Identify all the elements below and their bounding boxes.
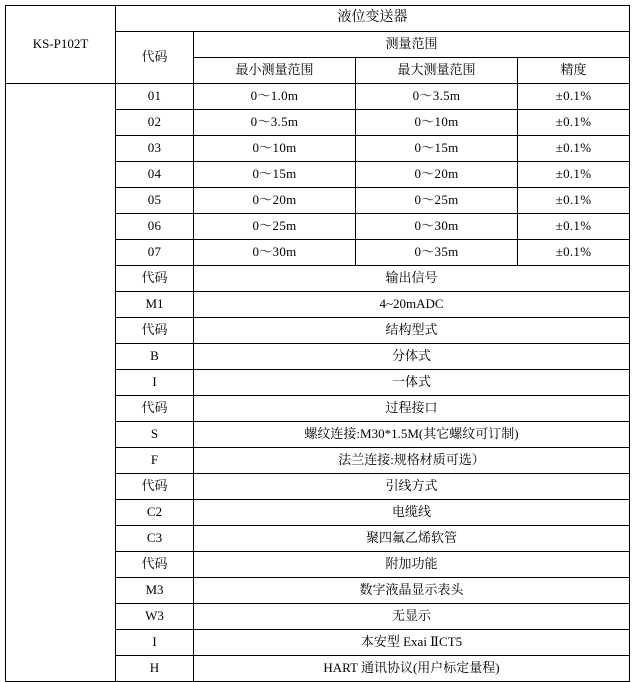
range-code: 02 [116,110,194,136]
option-value: 一体式 [194,370,630,396]
option-code: H [116,656,194,682]
range-code: 07 [116,240,194,266]
option-value: 引线方式 [194,474,630,500]
header-code: 代码 [116,32,194,84]
header-accuracy: 精度 [518,58,630,84]
option-code: 代码 [116,474,194,500]
range-min: 0～25m [194,214,356,240]
model-code-cell: KS-P102T [6,6,116,84]
range-accuracy: ±0.1% [518,240,630,266]
option-code: B [116,344,194,370]
option-value: 输出信号 [194,266,630,292]
range-min: 0～1.0m [194,84,356,110]
option-value: 电缆线 [194,500,630,526]
left-blank-cell [6,84,116,682]
option-value: HART 通讯协议(用户标定量程) [194,656,630,682]
option-value: 本安型 Exai ⅡCT5 [194,630,630,656]
option-value: 结构型式 [194,318,630,344]
range-max: 0～15m [356,136,518,162]
option-code: 代码 [116,552,194,578]
range-min: 0～15m [194,162,356,188]
option-code: W3 [116,604,194,630]
option-code: M3 [116,578,194,604]
document-title: 液位变送器 [116,6,630,32]
range-max: 0～35m [356,240,518,266]
range-code: 06 [116,214,194,240]
range-accuracy: ±0.1% [518,162,630,188]
range-accuracy: ±0.1% [518,84,630,110]
range-max: 0～25m [356,188,518,214]
range-accuracy: ±0.1% [518,214,630,240]
option-value: 数字液晶显示表头 [194,578,630,604]
range-accuracy: ±0.1% [518,188,630,214]
option-code: 代码 [116,266,194,292]
range-code: 05 [116,188,194,214]
option-code: 代码 [116,396,194,422]
option-code: I [116,370,194,396]
option-value: 4~20mADC [194,292,630,318]
option-value: 附加功能 [194,552,630,578]
option-code: I [116,630,194,656]
table-row-title [6,6,630,32]
option-code: C3 [116,526,194,552]
option-value: 分体式 [194,344,630,370]
option-code: S [116,422,194,448]
option-value: 法兰连接:规格材质可选） [194,448,630,474]
range-accuracy: ±0.1% [518,110,630,136]
specification-table [5,5,630,682]
header-min-range: 最小测量范围 [194,58,356,84]
option-value: 螺纹连接:M30*1.5M(其它螺纹可订制) [194,422,630,448]
range-accuracy: ±0.1% [518,136,630,162]
range-min: 0～30m [194,240,356,266]
header-measure-range: 测量范围 [194,32,630,58]
option-code: C2 [116,500,194,526]
option-code: F [116,448,194,474]
range-max: 0～20m [356,162,518,188]
option-value: 无显示 [194,604,630,630]
range-code: 03 [116,136,194,162]
range-min: 0～3.5m [194,110,356,136]
option-code: 代码 [116,318,194,344]
option-code: M1 [116,292,194,318]
option-value: 聚四氟乙烯软管 [194,526,630,552]
spec-sheet [0,5,636,676]
range-max: 0～10m [356,110,518,136]
range-code: 04 [116,162,194,188]
range-min: 0～20m [194,188,356,214]
range-max: 0～30m [356,214,518,240]
table-row [6,84,630,110]
range-code: 01 [116,84,194,110]
header-max-range: 最大测量范围 [356,58,518,84]
option-value: 过程接口 [194,396,630,422]
range-max: 0～3.5m [356,84,518,110]
range-min: 0～10m [194,136,356,162]
